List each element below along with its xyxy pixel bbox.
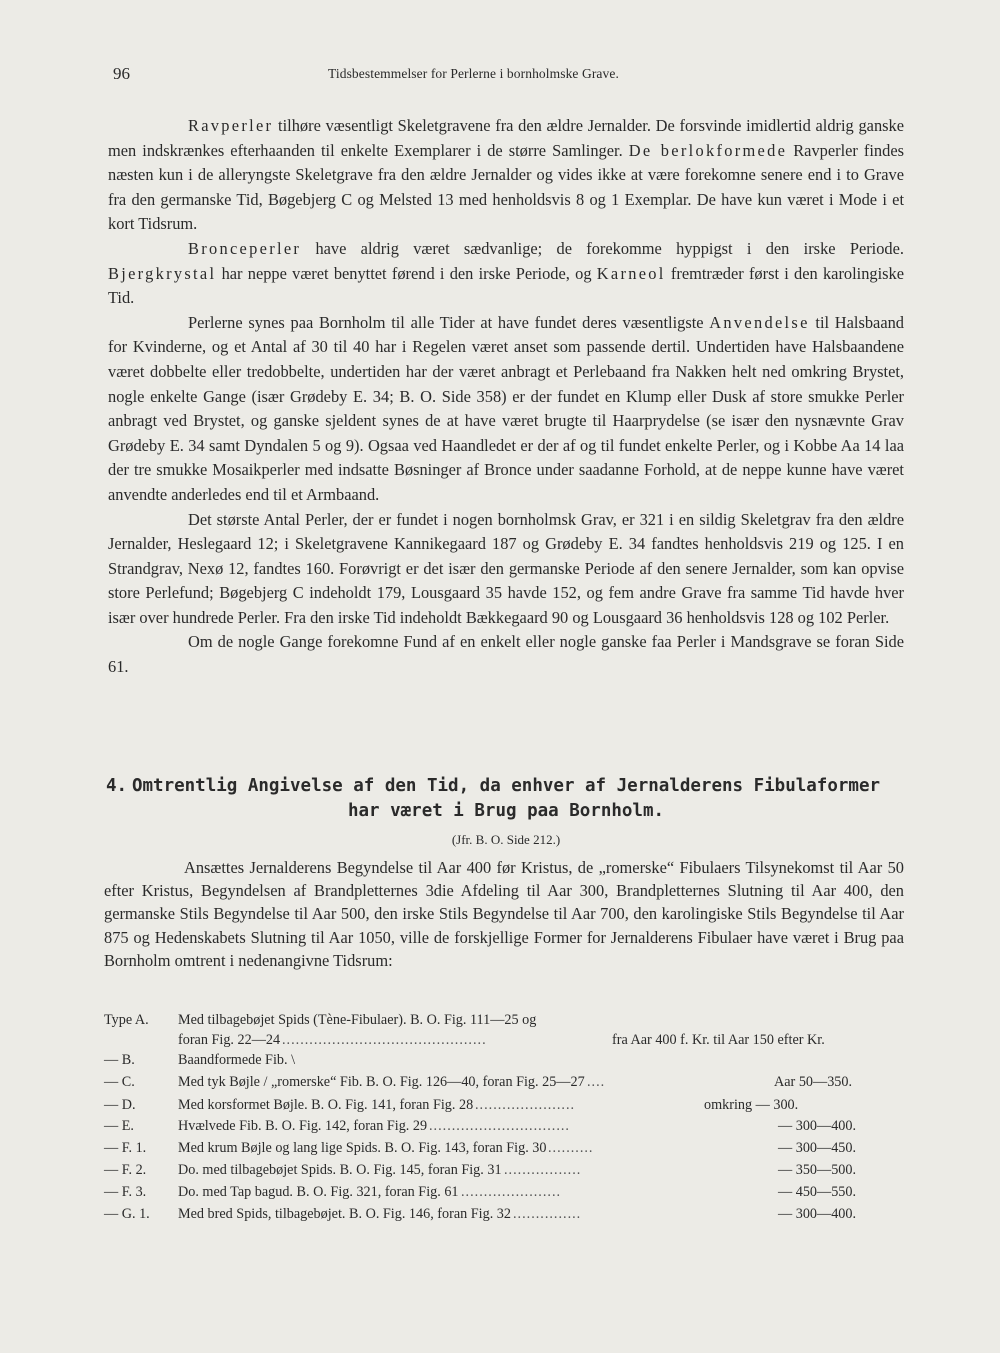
leader-dots: ................. xyxy=(504,1162,582,1178)
type-code: — C. xyxy=(104,1074,135,1090)
paragraph-anvendelse xyxy=(108,311,904,508)
emphasis-bjergkrystal: Bjergkrystal xyxy=(108,263,217,283)
section-reference: (Jfr. B. O. Side 212.) xyxy=(451,832,561,847)
date-range: omkring — 300. xyxy=(704,1097,799,1113)
type-code: Type A. xyxy=(104,1012,149,1028)
paragraph-antal: Det største Antal Perler, der er fundet i nogen bornholmsk Grav, er 321 i en sildig Skeletgrav fra den ældre Jernalder, Heslegaard 12; i Skeletgravene Kannikegaard 187 og Grødeby E. 34 fandtes henholdsvis 219 og 125. I en Strandgrav, Nexø 12, fandtes 160. Forøvrigt er det især den germanske Periode af den senere Jernalder, som kan opvise store Perlefund; Bøgebjerg C indeholdt 179, Lousgaard 35 havde 152, og fem andre Grave fra samme Tid havde hver især over hundrede Perler. Fra den irske Tid indeholdt Bækkegaard 90 og Lousgaard 36 henholdsvis 128 og 102 Perler. xyxy=(108,509,904,627)
type-row xyxy=(104,1097,904,1117)
date-range: — 300—400. xyxy=(778,1206,857,1222)
section-title-line-1: Omtrentlig Angivelse af den Tid, da enhver af Jernalderens Fibulaformer xyxy=(131,776,881,796)
date-range: Aar 50—350. xyxy=(774,1074,853,1090)
type-code: — F. 3. xyxy=(104,1184,147,1200)
running-title: Tidsbestemmelser for Perlerne i bornholmske Grave. xyxy=(328,66,619,81)
type-row xyxy=(104,1162,904,1182)
date-range: fra Aar 400 f. Kr. til Aar 150 efter Kr. xyxy=(612,1032,825,1048)
emphasis-anvendelse: Anvendelse xyxy=(709,312,810,332)
type-description: Hvælvede Fib. B. O. Fig. 142, foran Fig. 29 xyxy=(178,1118,428,1134)
type-description: Baandformede Fib. \ xyxy=(178,1052,296,1068)
text-run: Perlerne synes paa Bornholm til alle Tider at have fundet deres væsentligste xyxy=(188,312,710,332)
date-range: — 450—550. xyxy=(778,1184,857,1200)
text-run: til Halsbaand for Kvinderne, og et Antal af 30 til 40 har i Regelen været anset som passende dertil. Undertiden have Halsbaandene været dobbelte eller tredobbelte, undertiden har der været anbragt et Perlebaand fra Nakken helt ned omkring Brystet, nogle enkelte Gange (især Grødeby E. 34; B. O. Side 358) er der fundet en Klump eller Dusk af store smukke Perler anbragt ved Brystet, og ganske sjeldent synes de at have været brugte til Haarprydelse (se især den nysnævnte Grav Grødeby E. 34 samt Dyndalen 5 og 9). Ogsaa ved Haandledet er der af og til fundet enkelte Perler, og i Kobbe Aa 14 laa der tre smukke Mosaikperler med indsatte Bøsninger af Bronce under saadanne Forhold, at de neppe kunne have været anvendte anderledes end til et Armbaand. xyxy=(108,312,904,504)
type-description: Do. med Tap bagud. B. O. Fig. 321, foran Fig. 61 xyxy=(178,1184,459,1200)
emphasis-bronceperler: Bronceperler xyxy=(188,238,302,258)
leader-dots: .... xyxy=(587,1074,606,1090)
leader-dots: ...................... xyxy=(475,1097,576,1113)
emphasis-ravperler: Ravperler xyxy=(188,116,274,135)
paragraph-mandsgrave: Om de nogle Gange forekomne Fund af en enkelt eller nogle ganske faa Perler i Mandsgrave se foran Side 61. xyxy=(108,632,904,677)
text-run: har neppe været benyttet førend i den irske Periode, og xyxy=(216,263,597,283)
text-run: Ravperler findes næsten kun i de alleryngste Skeletgrave fra den ældre Jernalder og vides ikke at være forekomne senere end i to Grave fra den germanske Tid, Bøgebjerg C og Melsted 13 med henholdsvis 8 og 1 Exemplar. De have kun været i Mode i et kort Tidsrum. xyxy=(108,140,904,234)
leader-dots: ............... xyxy=(513,1206,582,1222)
section-number: 4. xyxy=(106,776,128,796)
emphasis-berlokformede: De berlokformede xyxy=(628,140,788,160)
section-intro xyxy=(104,856,904,972)
page-number: 96 xyxy=(113,64,130,83)
type-description: Med korsformet Bøjle. B. O. Fig. 141, foran Fig. 28 xyxy=(178,1097,474,1113)
type-row xyxy=(104,1012,904,1032)
paragraph-ravperler xyxy=(108,114,904,237)
type-row xyxy=(104,1118,904,1138)
type-code: — F. 1. xyxy=(104,1140,147,1156)
section-heading xyxy=(106,774,906,824)
emphasis-karneol: Karneol xyxy=(596,263,666,283)
paragraph-bronceperler xyxy=(108,237,904,311)
type-row xyxy=(104,1206,904,1226)
type-description: foran Fig. 22—24 xyxy=(178,1032,281,1048)
leader-dots: ............................................. xyxy=(282,1032,487,1048)
date-range: — 300—450. xyxy=(778,1140,857,1156)
date-range: — 300—400. xyxy=(778,1118,857,1134)
section-title-line-2: har været i Brug paa Bornholm. xyxy=(347,801,665,821)
type-code: — D. xyxy=(104,1097,136,1113)
type-description: Do. med tilbagebøjet Spids. B. O. Fig. 145, foran Fig. 31 xyxy=(178,1162,502,1178)
leader-dots: .......... xyxy=(548,1140,594,1156)
text-run: tilhøre væsentligt Skeletgravene fra den ældre Jernalder. De forsvinde imidlertid aldrig ganske men indskrænkes efterhaanden til enkelte Exemplarer i de større Samlinger. xyxy=(108,116,904,160)
type-row xyxy=(104,1032,904,1052)
type-code: — B. xyxy=(104,1052,135,1068)
main-text xyxy=(108,114,904,680)
text-run: have aldrig været sædvanlige; de forekomme hyppigst i den irske Periode. xyxy=(301,238,904,258)
type-description: Med bred Spids, tilbagebøjet. B. O. Fig. 146, foran Fig. 32 xyxy=(178,1206,511,1222)
leader-dots: ............................... xyxy=(429,1118,570,1134)
leader-dots: ...................... xyxy=(461,1184,562,1200)
type-row xyxy=(104,1184,904,1204)
page-header xyxy=(113,64,903,88)
type-row xyxy=(104,1140,904,1160)
type-code: — E. xyxy=(104,1118,134,1134)
type-row xyxy=(104,1074,904,1094)
type-code: — F. 2. xyxy=(104,1162,147,1178)
intro-paragraph: Ansættes Jernalderens Begyndelse til Aar 400 før Kristus, de „romerske“ Fibulaers Tilsynekomst til Aar 50 efter Kristus, Begyndelsen af Brandpletternes 3die Afdeling til Aar 300, Brandpletternes Slutning til Aar 400, den germanske Stils Begyndelse til Aar 500, den irske Stils Begyndelse til Aar 700, den karolingiske Stils Begyndelse til Aar 875 og Hedenskabets Slutning til Aar 1050, ville de forskjellige Former for Jernalderens Fibulaer have været i Brug paa Bornholm omtrent i nedenangivne Tidsrum: xyxy=(104,858,904,970)
type-row xyxy=(104,1052,904,1072)
type-description: Med tyk Bøjle / „romerske“ Fib. B. O. Fig. 126—40, foran Fig. 25—27 xyxy=(178,1074,585,1090)
type-description: Med krum Bøjle og lang lige Spids. B. O. Fig. 143, foran Fig. 30 xyxy=(178,1140,547,1156)
text-run: fremtræder først i den karolingiske Tid. xyxy=(108,263,904,308)
type-code: — G. 1. xyxy=(104,1206,150,1222)
date-range: — 350—500. xyxy=(778,1162,857,1178)
type-description: Med tilbagebøjet Spids (Tène-Fibulaer). B. O. Fig. 111—25 og xyxy=(178,1012,537,1028)
